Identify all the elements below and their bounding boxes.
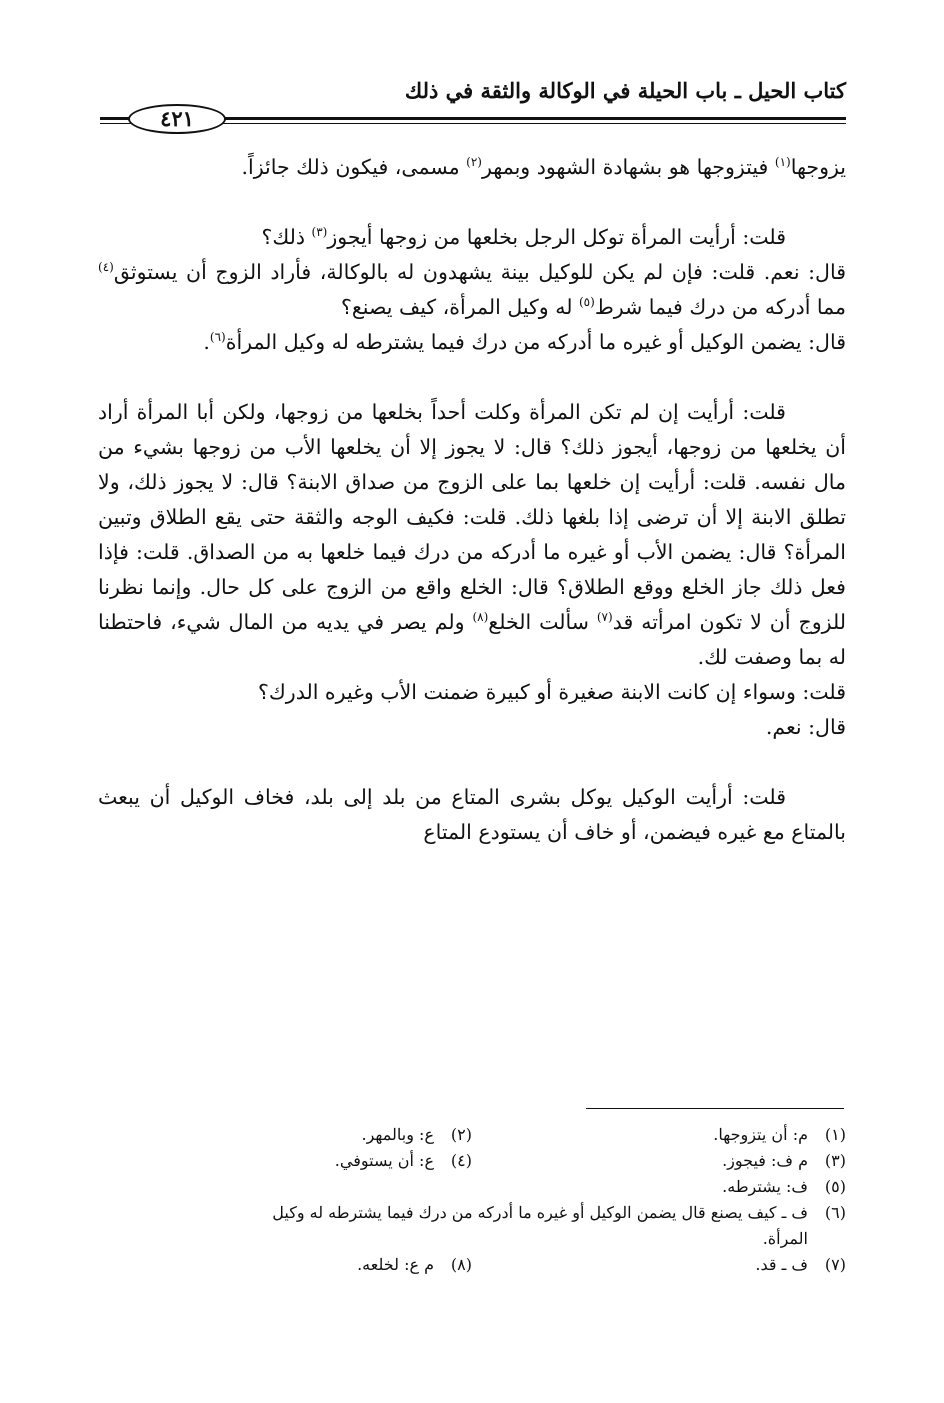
footnote-3: (٣)م ف: فيجوز. bbox=[722, 1151, 846, 1170]
footnote-8: (٨)م ع: لخلعه. bbox=[357, 1255, 472, 1274]
paragraph-1: يزوجها$^{(١)}$ فيتزوجها هو بشهادة الشهود وبمهر$^{(٢)}$ مسمى، فيكون ذلك جائزاً. bbox=[241, 155, 846, 179]
footnote-2: (٢)ع: وبالمهر. bbox=[361, 1125, 472, 1144]
paragraph-4: قال: يضمن الوكيل أو غيره ما أدركه من درك فيما يشترطه له وكيل المرأة$^{(٦)}$. bbox=[203, 330, 846, 354]
footnote-6: (٦)ف ـ كيف يصنع قال يضمن الوكيل أو غيره ما أدركه من درك فيما يشترطه له وكيل bbox=[272, 1203, 846, 1222]
footnote-ref-2[interactable]: (٢) bbox=[466, 155, 482, 170]
footnote-ref-1[interactable]: (١) bbox=[774, 155, 791, 170]
footnote-ref-4[interactable]: (٤) bbox=[98, 260, 114, 275]
footnote-ref-5[interactable]: (٥) bbox=[578, 295, 595, 310]
footnote-row bbox=[98, 1174, 846, 1200]
paragraph-7: قال: نعم. bbox=[765, 715, 846, 739]
footnote-ref-6[interactable]: (٦) bbox=[209, 330, 226, 345]
footnote-1: (١)م: أن يتزوجها. bbox=[713, 1125, 846, 1144]
paragraph-5: قلت: أرأيت إن لم تكن المرأة وكلت أحداً بخلعها من زوجها، ولكن أبا المرأة أراد أن يخلعها من زوجها، أيجوز ذلك؟ قال: لا يجوز إلا أن يخلعها الأب من زوجها بشيء من مال نفسه. قلت: أرأيت إن خلعها بما على الزوج من صداق الابنة؟ قال: لا يجوز ذلك، ولا تطلق الابنة إلا أن ترضى إذا بلغها ذلك. قلت: فكيف الوجه والثقة حتى يقع الطلاق وتبين المرأة؟ قال: يضمن الأب أو غيره ما أدركه من درك فيما خلعها به من الصداق. قلت: فإذا فعل ذلك جاز الخلع ووقع الطلاق؟ قال: الخلع واقع من الزوج على كل حال. وإنما نظرنا للزوج أن لا تكون امرأته قد$^{(٧)}$ سألت الخلع$^{(٨)}$ ولم يصر في يديه من المال شيء، فاحتطنا له بما وصفت لك. bbox=[98, 400, 846, 669]
footnote-ref-7[interactable]: (٧) bbox=[596, 610, 613, 625]
footnote-row bbox=[98, 1122, 846, 1148]
paragraph-6: قلت: وسواء إن كانت الابنة صغيرة أو كبيرة ضمنت الأب وغيره الدرك؟ bbox=[258, 680, 846, 704]
footnotes bbox=[98, 1122, 846, 1278]
main-text bbox=[98, 150, 846, 850]
footnote-row bbox=[98, 1252, 846, 1278]
paragraph-2: قلت: أرأيت المرأة توكل الرجل بخلعها من زوجها أيجوز$^{(٣)}$ ذلك؟ bbox=[261, 225, 786, 249]
footnote-5: (٥)ف: يشترطه. bbox=[722, 1177, 846, 1196]
footnote-ref-3[interactable]: (٣) bbox=[311, 225, 328, 240]
page-number: ٤٢١ bbox=[128, 104, 226, 134]
footnote-4: (٤)ع: أن يستوفي. bbox=[334, 1151, 472, 1170]
footnote-ref-8[interactable]: (٨) bbox=[472, 610, 489, 625]
paragraph-3: قال: نعم. قلت: فإن لم يكن للوكيل بينة يشهدون له بالوكالة، فأراد الزوج أن يستوثق$^{(٤)}$ مما أدركه من درك فيما شرط$^{(٥)}$ له وكيل المرأة، كيف يصنع؟ bbox=[98, 260, 846, 319]
footnote-6-continuation: المرأة. bbox=[762, 1229, 808, 1248]
footnote-rule bbox=[586, 1108, 844, 1109]
footnote-7: (٧)ف ـ قد. bbox=[755, 1255, 846, 1274]
running-header-title: كتاب الحيل ـ باب الحيلة في الوكالة والثقة في ذلك bbox=[404, 78, 846, 103]
footnote-row bbox=[98, 1148, 846, 1174]
paragraph-8: قلت: أرأيت الوكيل يوكل بشرى المتاع من بلد إلى بلد، فخاف الوكيل أن يبعث بالمتاع مع غيره فيضمن، أو خاف أن يستودع المتاع bbox=[98, 785, 846, 844]
